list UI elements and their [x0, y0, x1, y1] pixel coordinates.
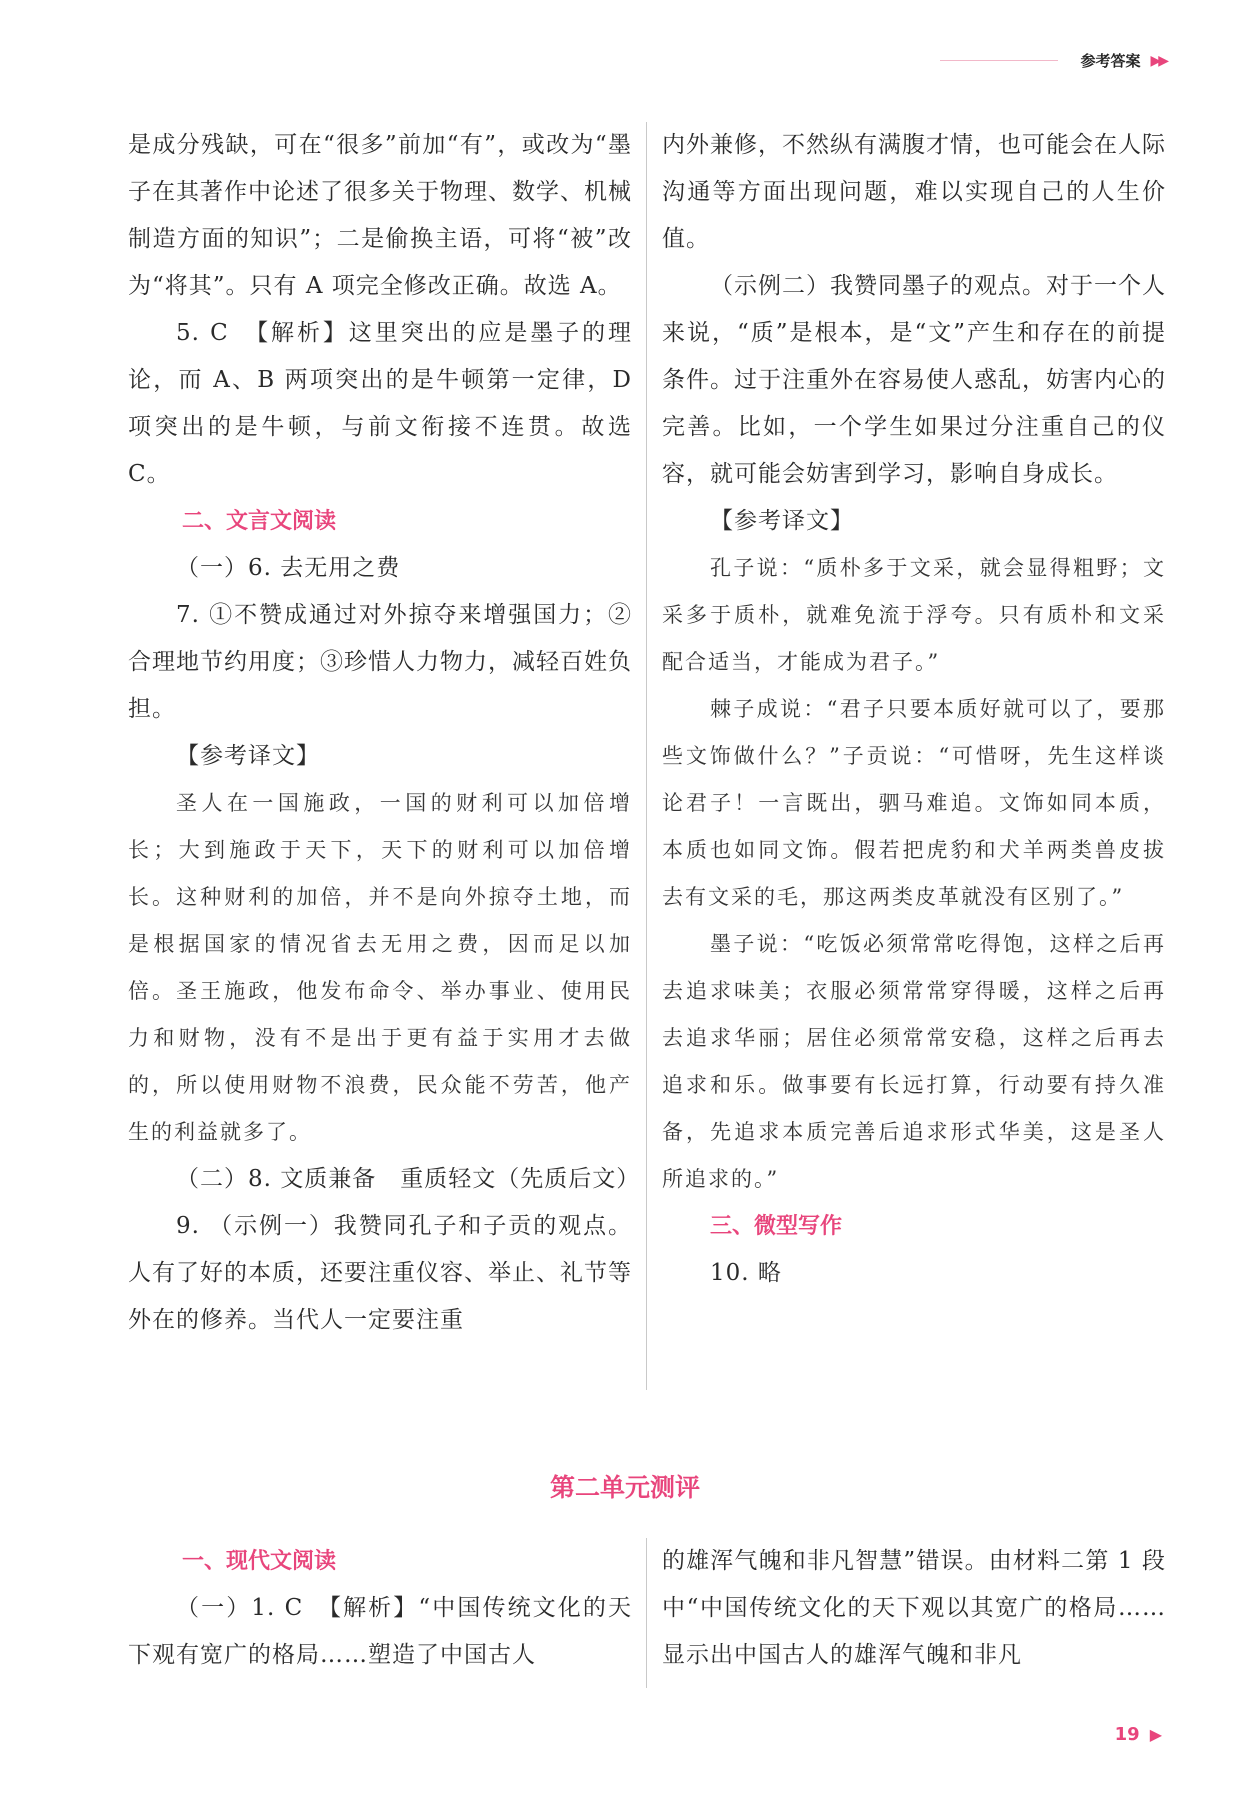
translation-paragraph: 墨子说：“吃饭必须常常吃得饱，这样之后再去追求味美；衣服必须常常穿得暖，这样之后再去追求华丽；居住必须常常安稳，这样之后再去追求和乐。做事要有长远打算，行动要有持久准备，先追求本质完善后追求形式华美，这是圣人所追求的。” — [662, 932, 1166, 1191]
answer-paragraph: 【参考译文】 — [176, 743, 320, 769]
answer-paragraph: （一）6. 去无用之费 — [176, 555, 401, 581]
section-heading: 一、现代文阅读 — [182, 1549, 337, 1574]
bottom-column-divider — [646, 1538, 647, 1688]
left-column — [128, 122, 641, 1344]
section-heading: 三、微型写作 — [710, 1214, 843, 1239]
answer-paragraph: 9. （示例一）我赞同孔子和子贡的观点。人有了好的本质，还要注重仪容、举止、礼节等外在的修养。当代人一定要注重 — [128, 1213, 632, 1333]
answer-paragraph: （二）8. 文质兼备 重质轻文（先质后文） — [176, 1166, 641, 1192]
answer-paragraph: 10. 略 — [710, 1260, 782, 1286]
page-number — [1115, 1724, 1162, 1745]
bottom-columns — [128, 1538, 1164, 1688]
answer-paragraph: 的雄浑气魄和非凡智慧”错误。由材料二第 1 段中“中国传统文化的天下观以其宽广的格局……显示出中国古人的雄浑气魄和非凡 — [662, 1548, 1166, 1668]
bottom-right-column — [662, 1538, 1166, 1679]
bottom-left-column — [128, 1538, 632, 1679]
answer-paragraph: 5. C 【解析】这里突出的应是墨子的理论，而 A、B 两项突出的是牛顿第一定律，D 项突出的是牛顿，与前文衔接不连贯。故选 C。 — [128, 320, 632, 487]
header-rule — [940, 60, 1058, 61]
header-title: 参考答案 — [1080, 52, 1141, 70]
page-number-text: 19 — [1114, 1724, 1140, 1745]
right-column — [662, 122, 1166, 1297]
translation-paragraph: 孔子说：“质朴多于文采，就会显得粗野；文采多于质朴，就难免流于浮夸。只有质朴和文采配合适当，才能成为君子。” — [662, 556, 1166, 674]
page-header — [940, 50, 1166, 71]
answer-paragraph: 【参考译文】 — [710, 508, 854, 534]
column-divider — [646, 122, 647, 1390]
next-arrow-icon: ▶ — [1149, 1725, 1162, 1744]
answer-paragraph: 7. ①不赞成通过对外掠夺来增强国力；②合理地节约用度；③珍惜人力物力，减轻百姓负担。 — [128, 602, 632, 722]
header-arrows-icon: ▶▶ — [1150, 52, 1166, 69]
answer-paragraph: 内外兼修，不然纵有满腹才情，也可能会在人际沟通等方面出现问题，难以实现自己的人生价值。 — [662, 132, 1166, 252]
section-heading: 二、文言文阅读 — [182, 509, 337, 534]
section-title: 第二单元测评 — [549, 1473, 700, 1502]
answer-paragraph: （示例二）我赞同墨子的观点。对于一个人来说，“质”是根本，是“文”产生和存在的前提条件。过于注重外在容易使人惑乱，妨害内心的完善。比如，一个学生如果过分注重自己的仪容，就可能会妨害到学习，影响自身成长。 — [662, 273, 1166, 487]
top-columns — [128, 122, 1164, 1382]
translation-paragraph: 圣人在一国施政，一国的财利可以加倍增长；大到施政于天下，天下的财利可以加倍增长。这种财利的加倍，并不是向外掠夺土地，而是根据国家的情况省去无用之费，因而足以加倍。圣王施政，他发布命令、举办事业、使用民力和财物，没有不是出于更有益于实用才去做的，所以使用财物不浪费，民众能不劳苦，他产生的利益就多了。 — [128, 791, 632, 1144]
answer-paragraph: 是成分残缺，可在“很多”前加“有”，或改为“墨子在其著作中论述了很多关于物理、数学、机械制造方面的知识”；二是偷换主语，可将“被”改为“将其”。只有 A 项完全修改正确。故选 A。 — [128, 132, 632, 299]
translation-paragraph: 棘子成说：“君子只要本质好就可以了，要那些文饰做什么？”子贡说：“可惜呀，先生这样谈论君子！一言既出，驷马难追。文饰如同本质，本质也如同文饰。假若把虎豹和犬羊两类兽皮拔去有文采的毛，那这两类皮革就没有区别了。” — [662, 697, 1166, 909]
answer-paragraph: （一）1. C 【解析】“中国传统文化的天下观有宽广的格局……塑造了中国古人 — [128, 1595, 632, 1668]
